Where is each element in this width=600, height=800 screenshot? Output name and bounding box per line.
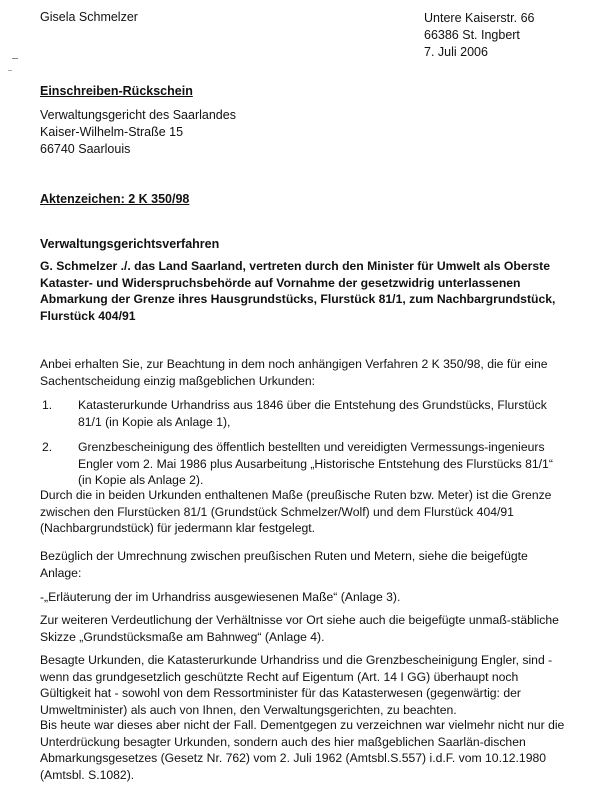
until-today-paragraph: Bis heute war dieses aber nicht der Fall. Dementgegen zu verzeichnen war vielmehr nicht nur die Unterdrückung besagter Urkunden, sondern auch des hier maßgeblichen Saarlän-dischen Abmarkungsgesetzes (Gesetz Nr. 762) vom 2. Juli 1962 (Amtsbl.S.557) i.d.F. vom 10.12.1980 (Amtsbl. S.1082). [40, 718, 565, 782]
list-number: 2. [42, 440, 53, 454]
annex3-line: -„Erläuterung der im Urhandriss ausgewiesenen Maße“ (Anlage 3). [40, 590, 401, 604]
recipient-name: Verwaltungsgericht des Saarlandes [40, 108, 236, 122]
list-item [40, 397, 560, 430]
annex4-paragraph: Zur weiteren Verdeutlichung der Verhältnisse vor Ort siehe auch die beigefügte unmaß-stäbliche Skizze „Grundstücksmaße am Bahnweg“ (Anlage 4). [40, 613, 559, 644]
list-item-text: Katasterurkunde Urhandriss aus 1846 über die Entstehung des Grundstücks, Flurstück 81/1 (in Kopie als Anlage 1), [78, 398, 547, 429]
sender-address-block [424, 10, 534, 61]
list-number: 1. [42, 398, 53, 412]
recipient-address-block [40, 107, 236, 158]
measures-paragraph: Durch die in beiden Urkunden enthaltenen Maße (preußische Ruten bzw. Meter) ist die Grenze zwischen den Flurstücken 81/1 (Grundstück Schmelzer/Wolf) und dem Flurstück 404/91 (Nachbargrundstück) für jedermann klar festgelegt. [40, 488, 552, 535]
scan-mark [8, 70, 12, 71]
case-reference: Aktenzeichen: 2 K 350/98 [40, 192, 190, 206]
documents-mentioned-paragraph: Besagte Urkunden, die Katasterurkunde Urhandriss und die Grenzbescheinigung Engler, sind - wenn das grundgesetzlich geschützte Recht auf Eigentum (Art. 14 I GG) überhaupt noch Gültigkeit hat - sowohl von dem Ressortminister für das Katasterwesen (gegenwärtig: der Umweltminister) als auch von Ihnen, den Verwaltungsgerichten, zu beachten. [40, 653, 553, 717]
list-item-text: Grenzbescheinigung des öffentlich bestellten und vereidigten Vermessungs-ingenieurs Engler vom 2. Mai 1986 plus Ausarbeitung „Historische Entstehung des Flurstücks 81/1“ (in Kopie als Anlage 2). [78, 440, 553, 487]
document-list [40, 397, 560, 498]
recipient-street: Kaiser-Wilhelm-Straße 15 [40, 125, 184, 139]
intro-paragraph: Anbei erhalten Sie, zur Beachtung in dem noch anhängigen Verfahren 2 K 350/98, die für eine Sachentscheidung einzig maßgeblichen Urkunden: [40, 357, 548, 388]
conversion-paragraph: Bezüglich der Umrechnung zwischen preußischen Ruten und Metern, siehe die beigefügte Anlage: [40, 549, 528, 580]
letter-date: 7. Juli 2006 [424, 45, 488, 59]
list-item [40, 439, 560, 489]
proceeding-type: Verwaltungsgerichtsverfahren [40, 237, 220, 251]
sender-city: 66386 St. Ingbert [424, 28, 520, 42]
recipient-city: 66740 Saarlouis [40, 142, 131, 156]
sender-name: Gisela Schmelzer [40, 10, 138, 24]
scan-mark [12, 58, 18, 59]
registered-mail-heading: Einschreiben-Rückschein [40, 84, 193, 98]
sender-street: Untere Kaiserstr. 66 [424, 11, 535, 25]
case-title: G. Schmelzer ./. das Land Saarland, vertreten durch den Minister für Umwelt als Oberste Kataster- und Widerspruchsbehörde auf Vornahme der gesetzwidrig unterlassenen Abmarkung der Grenze ihres Hausgrundstücks, Flurstück 81/1, zum Nachbargrundstück, Flurstück 404/91 [40, 259, 556, 323]
